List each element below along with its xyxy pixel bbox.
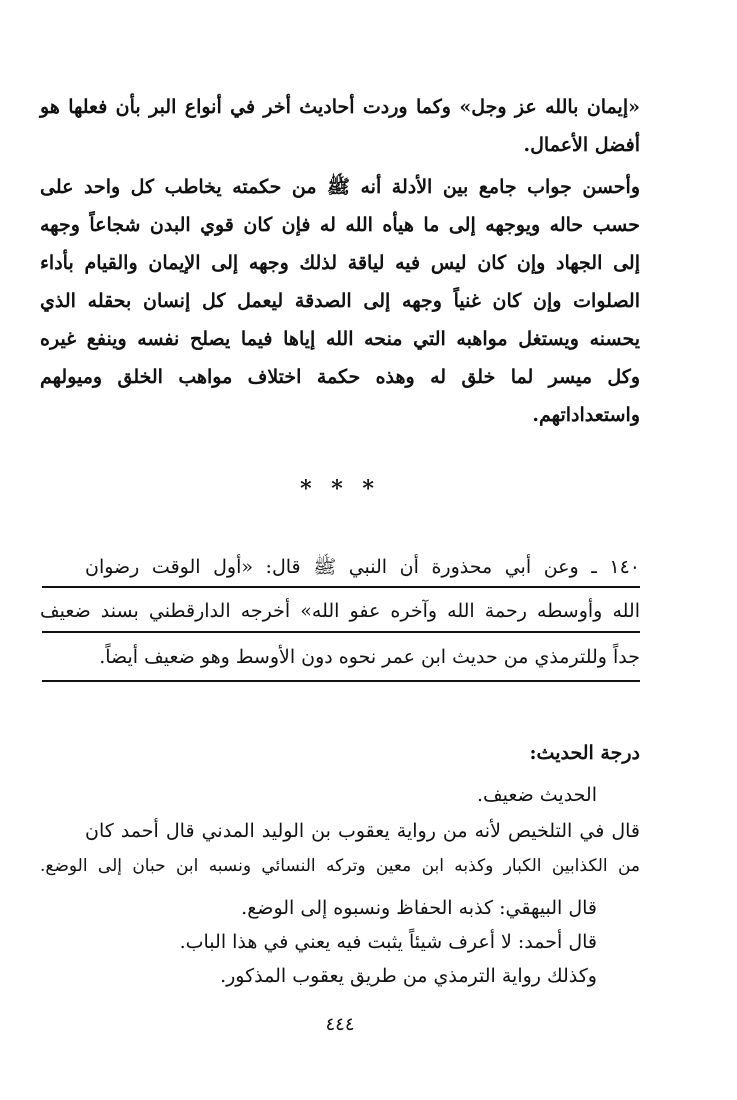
grade-line-4: قال البيهقي: كذبه الحفاظ ونسبوه إلى الوضع. — [241, 897, 597, 919]
paragraph1-line-1: «إيمان بالله عز وجل» وكما وردت أحاديث أخر في أنواع البر بأن فعلها هو — [40, 96, 640, 118]
hadith-underline-2 — [42, 631, 640, 633]
hadith-underline-1 — [42, 586, 640, 588]
paragraph1-line-2: أفضل الأعمال. — [523, 134, 640, 156]
hadith-line-3: جداً وللترمذي من حديث ابن عمر نحوه دون الأوسط وهو ضعيف أيضاً. — [99, 646, 640, 668]
grade-line-1: الحديث ضعيف. — [476, 784, 597, 806]
paragraph2-line-7: واستعداداتهم. — [532, 404, 640, 426]
grade-heading: درجة الحديث: — [529, 742, 640, 764]
grade-line-3: من الكذابين الكبار وكذبه ابن معين وتركه النسائي ونسبه ابن حبان إلى الوضع. — [40, 856, 640, 876]
paragraph2-line-4: الصلوات وإن كان غنياً وجهه إلى الصدقة ليعمل كل إنسان بحقله الذي — [40, 290, 640, 312]
paragraph2-line-3: إلى الجهاد وإن كان ليس فيه لياقة لذلك وجهه إلى الإيمان والقيام بأداء — [40, 252, 640, 274]
grade-line-5: قال أحمد: لا أعرف شيئاً يثبت فيه يعني في هذا الباب. — [179, 931, 597, 953]
hadith-underline-3 — [42, 680, 640, 682]
paragraph2-line-6: وكل ميسر لما خلق له وهذه حكمة اختلاف مواهب الخلق وميولهم — [40, 366, 640, 388]
paragraph2-line-1: وأحسن جواب جامع بين الأدلة أنه ﷺ من حكمته يخاطب كل واحد على — [40, 176, 640, 198]
paragraph2-line-2: حسب حاله ويوجهه إلى ما هيأه الله له فإن كان قوي البدن شجاعاً وجهه — [40, 214, 640, 236]
paragraph2-line-5: يحسنه ويستغل مواهبه التي منحه الله إياها فيما يصلح نفسه وينفع غيره — [40, 328, 640, 350]
page-number: ٤٤٤ — [325, 1014, 355, 1035]
grade-line-6: وكذلك رواية الترمذي من طريق يعقوب المذكور. — [220, 965, 597, 987]
hadith-line-2: الله وأوسطه رحمة الله وآخره عفو الله» أخرجه الدارقطني بسند ضعيف — [40, 600, 640, 622]
hadith-line-1: ١٤٠ ـ وعن أبي محذورة أن النبي ﷺ قال: «أول الوقت رضوان — [85, 556, 640, 578]
grade-line-2: قال في التلخيص لأنه من رواية يعقوب بن الوليد المدني قال أحمد كان — [85, 820, 640, 842]
section-separator: * * * — [300, 476, 380, 502]
